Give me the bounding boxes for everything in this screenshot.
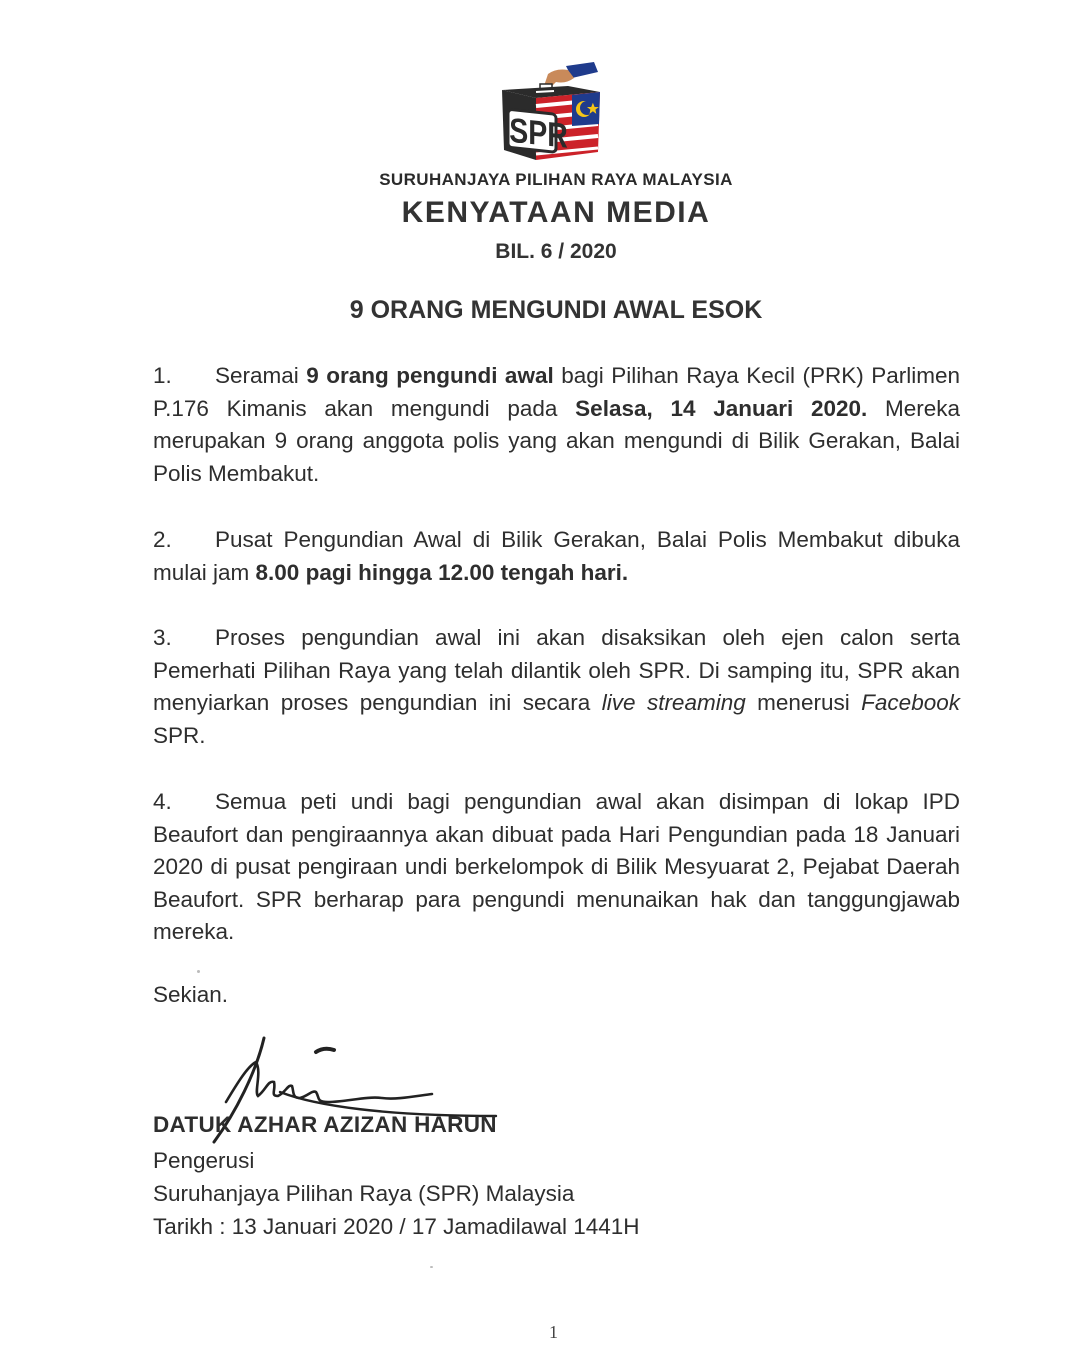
- signer-organization: Suruhanjaya Pilihan Raya (SPR) Malaysia: [153, 1181, 575, 1206]
- paragraph-text: Mereka merupakan 9 orang anggota polis yang akan mengundi di Bilik Gerakan, Balai Polis Membakut.: [153, 395, 960, 486]
- svg-text:SPR: SPR: [509, 110, 568, 156]
- paragraph-3: [153, 622, 960, 752]
- paragraph-number: 4.: [153, 789, 172, 814]
- paragraph-number: 3.: [153, 625, 172, 650]
- paragraph-number: 2.: [153, 527, 172, 552]
- scan-speck: [197, 970, 200, 973]
- organization-name: SURUHANJAYA PILIHAN RAYA MALAYSIA: [379, 170, 733, 189]
- statement-number: BIL. 6 / 2020: [495, 240, 617, 263]
- paragraph-text: Semua peti undi bagi pengundian awal akan disimpan di lokap IPD Beaufort dan pengiraannya akan dibuat pada Hari Pengundian pada 18 Januari 2020 di pusat pengiraan undi berkelompok di Bilik Mesyuarat 2, Pejabat Daerah Beaufort. SPR berharap para pengundi menunaikan hak dan tanggungjawab mereka.: [153, 789, 960, 944]
- paragraph-text: Seramai: [215, 363, 307, 388]
- page-number: 1: [549, 1322, 558, 1342]
- paragraph-italic: Facebook: [861, 690, 960, 715]
- paragraph-1: [153, 360, 960, 490]
- headline: 9 ORANG MENGUNDI AWAL ESOK: [349, 296, 763, 324]
- statement-title: KENYATAAN MEDIA: [401, 196, 711, 229]
- paragraph-text: Proses pengundian awal ini akan disaksikan oleh ejen calon serta Pemerhati Pilihan Raya yang telah dilantik oleh SPR. Di samping itu, SPR akan menyiarkan proses pengundian ini secara: [153, 625, 960, 715]
- paragraph-italic: live streaming: [601, 690, 746, 715]
- signer-position: Pengerusi: [153, 1148, 255, 1173]
- closing-text: Sekian.: [153, 982, 229, 1007]
- paragraph-text: Pusat Pengundian Awal di Bilik Gerakan, Balai Polis Membakut dibuka mulai jam: [153, 527, 960, 585]
- signer-name: DATUK AZHAR AZIZAN HARUN: [153, 1112, 497, 1137]
- statement-date: Tarikh : 13 Januari 2020 / 17 Jamadilawal 1441H: [153, 1214, 640, 1239]
- paragraph-2: [153, 524, 960, 589]
- paragraph-4: [153, 786, 960, 949]
- paragraph-bold: 8.00 pagi hingga 12.00 tengah hari.: [255, 559, 629, 585]
- paragraph-text: bagi Pilihan Raya Kecil (PRK) Parlimen P.176 Kimanis akan mengundi pada: [153, 363, 960, 421]
- paragraph-bold: 9 orang pengundi awal: [306, 363, 554, 388]
- paragraph-text: menerusi: [745, 690, 862, 715]
- paragraph-text: SPR.: [153, 722, 206, 748]
- scan-speck: [430, 1266, 433, 1268]
- spr-logo: [496, 62, 608, 170]
- paragraph-bold: Selasa, 14 Januari 2020.: [575, 395, 868, 421]
- paragraph-number: 1.: [153, 363, 172, 388]
